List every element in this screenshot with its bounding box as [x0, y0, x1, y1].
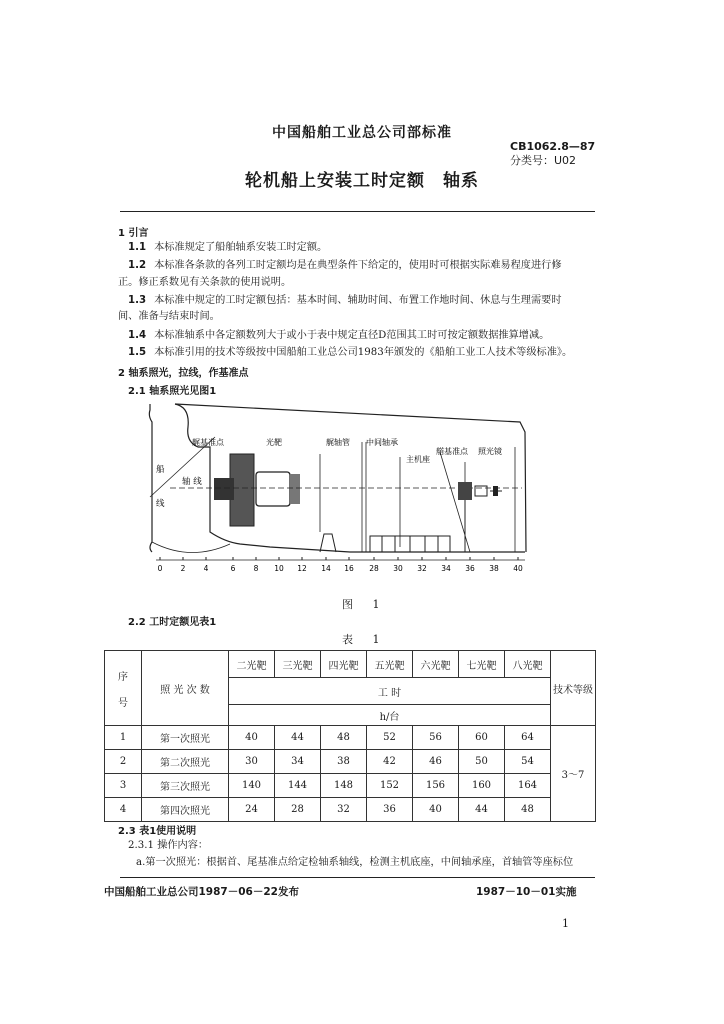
- header-target-2: 二光靶: [229, 651, 275, 678]
- header-serial-no: 序 号: [105, 651, 142, 726]
- cell-value: 164: [505, 774, 551, 798]
- clause-text: 本标准规定了船舶轴系安装工时定额。: [154, 242, 328, 253]
- cell-value: 46: [413, 750, 459, 774]
- intermediate-bearing-support: [320, 534, 336, 552]
- stern-bottom-curve: [152, 542, 230, 553]
- cell-value: 160: [459, 774, 505, 798]
- cell-value: 64: [505, 726, 551, 750]
- scale-label: 14: [321, 564, 331, 573]
- section-1-heading: 1 引言: [118, 228, 149, 239]
- scale-label: 40: [513, 564, 523, 573]
- cell-value: 40: [413, 798, 459, 822]
- scale-label: 10: [274, 564, 284, 573]
- clause-text: 本标准轴系中各定额数列大于或小于表中规定直径D范围其工时可按定额数据推算增减。: [154, 330, 550, 341]
- clause-1-2: [128, 258, 598, 274]
- row-no: 3: [105, 774, 142, 798]
- label-stern-tube: 艉轴管: [326, 438, 350, 447]
- header-target-5: 五光靶: [367, 651, 413, 678]
- label-intermediate-bearing: 中间轴承: [366, 438, 398, 447]
- cell-value: 54: [505, 750, 551, 774]
- cell-value: 48: [505, 798, 551, 822]
- header-target-7: 七光靶: [459, 651, 505, 678]
- cell-value: 50: [459, 750, 505, 774]
- stern-outline: [149, 404, 152, 552]
- scale-label: 16: [344, 564, 354, 573]
- scale-label: 36: [465, 564, 475, 573]
- standard-code: CB1062.8—87: [510, 140, 596, 153]
- label-main-engine-base: 主机座: [406, 455, 430, 464]
- table-row: [105, 774, 596, 798]
- clause-text: 本标准各条款的各列工时定额均是在典型条件下给定的，使用时可根据实际难易程度进行修: [154, 260, 562, 271]
- table-caption: 表 1: [342, 633, 388, 646]
- cell-value: 44: [275, 726, 321, 750]
- clause-number: 1.5: [128, 347, 147, 358]
- row-name: 第四次照光: [142, 798, 229, 822]
- section-2-heading: 2 轴系照光，拉线，作基准点: [118, 368, 249, 379]
- row-name: 第二次照光: [142, 750, 229, 774]
- clause-2-3: 2.3 表1使用说明: [118, 826, 197, 837]
- clause-1-5: [128, 345, 598, 361]
- header-unit-work-hours: 工 时: [229, 678, 551, 705]
- cell-value: 156: [413, 774, 459, 798]
- scale-label: 32: [417, 564, 427, 573]
- title-main: 轮机船上安装工时定额: [245, 171, 425, 191]
- document-title: [0, 166, 724, 191]
- clause-text: 本标准引用的技术等级按中国船舶工业总公司1983年颁发的《船舶工业工人技术等级标准》。: [154, 347, 573, 358]
- cell-value: 28: [275, 798, 321, 822]
- scale-label: 12: [297, 564, 307, 573]
- cell-value: 24: [229, 798, 275, 822]
- clause-text: 本标准中规定的工时定额包括：基本时间、辅助时间、布置工作地时间、休息与生理需要时: [154, 295, 562, 306]
- row-name: 第一次照光: [142, 726, 229, 750]
- cell-value: 144: [275, 774, 321, 798]
- cell-value: 44: [459, 798, 505, 822]
- title-sub: 轴系: [443, 171, 479, 191]
- clause-number: 1.4: [128, 330, 147, 341]
- label-ref-left: 艉基准点: [192, 438, 224, 447]
- header-rule: [120, 211, 595, 212]
- engine-base: [370, 536, 450, 552]
- page-number: 1: [562, 917, 569, 930]
- clause-2-3-1: 2.3.1 操作内容：: [128, 840, 209, 851]
- cell-value: 32: [321, 798, 367, 822]
- footer-rule: [120, 877, 595, 878]
- issuing-organization: 中国船舶工业总公司部标准: [272, 125, 452, 141]
- scale-label: 8: [253, 564, 259, 573]
- figure-caption: 图 1: [342, 598, 388, 611]
- cell-value: 34: [275, 750, 321, 774]
- cell-value: 148: [321, 774, 367, 798]
- table-row: [105, 750, 596, 774]
- cell-value: 60: [459, 726, 505, 750]
- clause-number: 1.3: [128, 295, 147, 306]
- cell-value: 42: [367, 750, 413, 774]
- label-light-target: 光靶: [266, 438, 282, 447]
- tech-grade-value: 3～7: [551, 726, 596, 822]
- clause-1-2-cont: 正。修正系数见有关条款的使用说明。: [118, 277, 292, 288]
- label-hull-1: 船: [156, 465, 165, 475]
- clause-1-3-cont: 间、准备与结束时间。: [118, 311, 220, 322]
- header-light-count: 照 光 次 数: [142, 651, 229, 726]
- scale-label: 38: [489, 564, 499, 573]
- cell-value: 52: [367, 726, 413, 750]
- clause-1-3: [128, 293, 598, 309]
- label-hull-2: 线: [156, 499, 165, 509]
- row-name: 第三次照光: [142, 774, 229, 798]
- cell-value: 56: [413, 726, 459, 750]
- header-target-3: 三光靶: [275, 651, 321, 678]
- clause-number: 1.1: [128, 242, 147, 253]
- shafting-diagram: [130, 402, 550, 582]
- row-no: 2: [105, 750, 142, 774]
- theodolite-stand: [458, 482, 502, 552]
- row-no: 4: [105, 798, 142, 822]
- cell-value: 36: [367, 798, 413, 822]
- cell-value: 152: [367, 774, 413, 798]
- frame-number-scale: [156, 557, 525, 573]
- header-target-4: 四光靶: [321, 651, 367, 678]
- table-row: [105, 798, 596, 822]
- cell-value: 140: [229, 774, 275, 798]
- clause-2-3-1-a: a.第一次照光：根据首、尾基准点给定检轴系轴线，检测主机底座，中间轴承座，首轴管等座标位: [136, 857, 574, 868]
- clause-1-4: [128, 328, 598, 344]
- scale-label: 34: [441, 564, 451, 573]
- label-theodolite: 照光镜: [478, 447, 502, 456]
- scale-label: 30: [393, 564, 403, 573]
- label-ref-right: 艏基准点: [436, 447, 468, 456]
- clause-number: 1.2: [128, 260, 147, 271]
- header-tech-grade: 技术等级: [551, 651, 596, 726]
- scale-label: 6: [230, 564, 236, 573]
- header-target-8: 八光靶: [505, 651, 551, 678]
- work-hour-table: [104, 650, 596, 822]
- clause-1-1: [128, 240, 598, 256]
- stern-boss: [214, 454, 300, 526]
- label-axis-line: 轴 线: [182, 477, 202, 487]
- cell-value: 40: [229, 726, 275, 750]
- header-unit-h-per-set: h/台: [229, 705, 551, 726]
- clause-2-1: 2.1 轴系照光见图1: [128, 386, 217, 397]
- cell-value: 48: [321, 726, 367, 750]
- cell-value: 30: [229, 750, 275, 774]
- header-target-6: 六光靶: [413, 651, 459, 678]
- table-row: [105, 726, 596, 750]
- scale-label: 2: [180, 564, 186, 573]
- cell-value: 38: [321, 750, 367, 774]
- classification-number: 分类号：U02: [510, 154, 577, 167]
- scale-label: 4: [203, 564, 209, 573]
- scale-label: 28: [369, 564, 379, 573]
- row-no: 1: [105, 726, 142, 750]
- clause-2-2: 2.2 工时定额见表1: [128, 617, 217, 628]
- issue-date: 中国船舶工业总公司1987－06－22发布: [104, 886, 299, 898]
- scale-label: 0: [157, 564, 163, 573]
- effective-date: 1987－10－01实施: [476, 886, 577, 898]
